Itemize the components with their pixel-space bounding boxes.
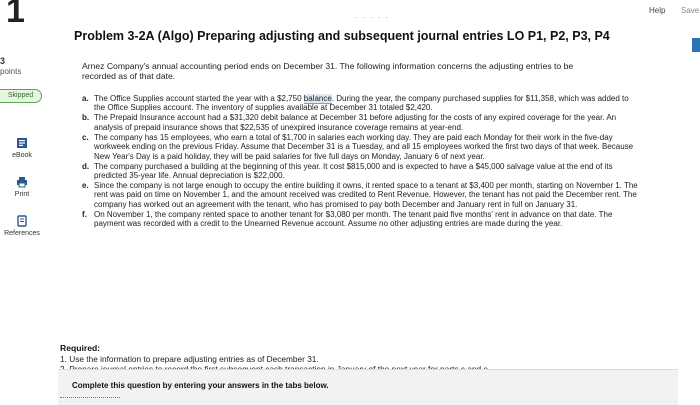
item-text: On November 1, the company rented space to another tenant for $3,080 per month. The tenant paid five months' rent in advance on that date. The payment was recorded with a credit to the Unearned Revenue account. Assume no other adjusting entries are made during the year. <box>94 209 613 229</box>
intro-line-2: recorded as of that date. <box>82 71 176 81</box>
references-label: References <box>4 230 40 237</box>
item-c <box>82 133 642 161</box>
item-text: The company has 15 employees, who earn a total of $1,700 in salaries each working day. They are paid each Monday for their work in the five-day workweek ending on the previous Friday. Assume that December 31 is a Tuesday, and all 15 employees worked the first two days of that week. Because New Year's Day is a paid holiday, they will be paid salaries for five full days on Monday, January 6 of next year. <box>94 132 634 161</box>
print-icon <box>16 176 28 188</box>
drag-handle-icon: · · · · · <box>355 12 389 22</box>
item-text: The company purchased a building at the beginning of this year. It cost $815,000 and is expected to have a $45,000 salvage value at the end of its predicted 35-year life. Annual depreciation is $22,000. <box>94 161 613 181</box>
item-text-rest: . During the year, the company purchased supplies for $11,358, which was added to the Office Supplies account. The inventory of supplies available at December 31 totaled $2,420. <box>94 94 629 113</box>
points-label: points <box>0 67 22 76</box>
problem-title: Problem 3-2A (Algo) Preparing adjusting and subsequent journal entries LO P1, P2, P3, P4 <box>74 29 610 43</box>
required-heading: Required: <box>60 343 101 353</box>
item-text: The Office Supplies account started the year with a $2,750 <box>94 94 304 103</box>
intro-line-1: Arnez Company's annual accounting period ends on December 31. The following information concerns the adjusting entries to be <box>82 61 574 71</box>
points-value: 3 <box>0 56 6 66</box>
item-label: d. <box>82 161 90 171</box>
item-e <box>82 181 642 209</box>
references-icon <box>16 215 28 227</box>
ebook-button[interactable] <box>3 137 41 159</box>
instruction-text: Complete this question by entering your answers in the tabs below. <box>72 381 329 390</box>
problem-intro <box>82 61 642 81</box>
item-a <box>82 94 642 113</box>
item-text: The Prepaid Insurance account had a $31,320 debit balance at December 31 before adjusting for the costs of any expired coverage for the year. An analysis of prepaid insurance shows that $22,535 of unexpired insurance coverage remains at year-end. <box>94 113 617 132</box>
help-button[interactable]: Help <box>649 6 666 15</box>
item-label: e. <box>82 181 89 191</box>
required-item-1: 1. Use the information to prepare adjusting entries as of December 31. <box>60 354 319 364</box>
skipped-badge[interactable]: Skipped <box>0 89 42 103</box>
references-button[interactable] <box>3 215 41 237</box>
item-f <box>82 210 642 229</box>
highlighted-word[interactable]: balance <box>303 94 332 103</box>
sidebar <box>0 0 44 405</box>
save-button[interactable]: Save <box>681 6 700 15</box>
ebook-icon <box>16 137 28 149</box>
item-label: c. <box>82 132 89 142</box>
item-label: a. <box>82 94 89 103</box>
item-label: f. <box>82 209 87 219</box>
save-tab-marker <box>692 38 700 52</box>
item-b <box>82 113 642 132</box>
print-label: Print <box>14 191 30 198</box>
instruction-panel <box>58 369 678 405</box>
problem-items <box>82 94 642 229</box>
print-button[interactable] <box>3 176 41 198</box>
item-d <box>82 162 642 181</box>
item-label: b. <box>82 113 90 123</box>
item-text: Since the company is not large enough to occupy the entire building it owns, it rented space to a tenant at $3,400 per month, starting on November 1. The rent was paid on time on November 1, and the amount received was credited to Rent Revenue. However, the tenant has not paid the December rent. The company has worked out an agreement with the tenant, who has promised to pay both December and January rent in full on January 31. <box>94 181 638 209</box>
ebook-label: eBook <box>12 152 32 159</box>
answer-tabs-strip[interactable] <box>60 397 120 399</box>
question-number: 1 <box>6 0 25 30</box>
